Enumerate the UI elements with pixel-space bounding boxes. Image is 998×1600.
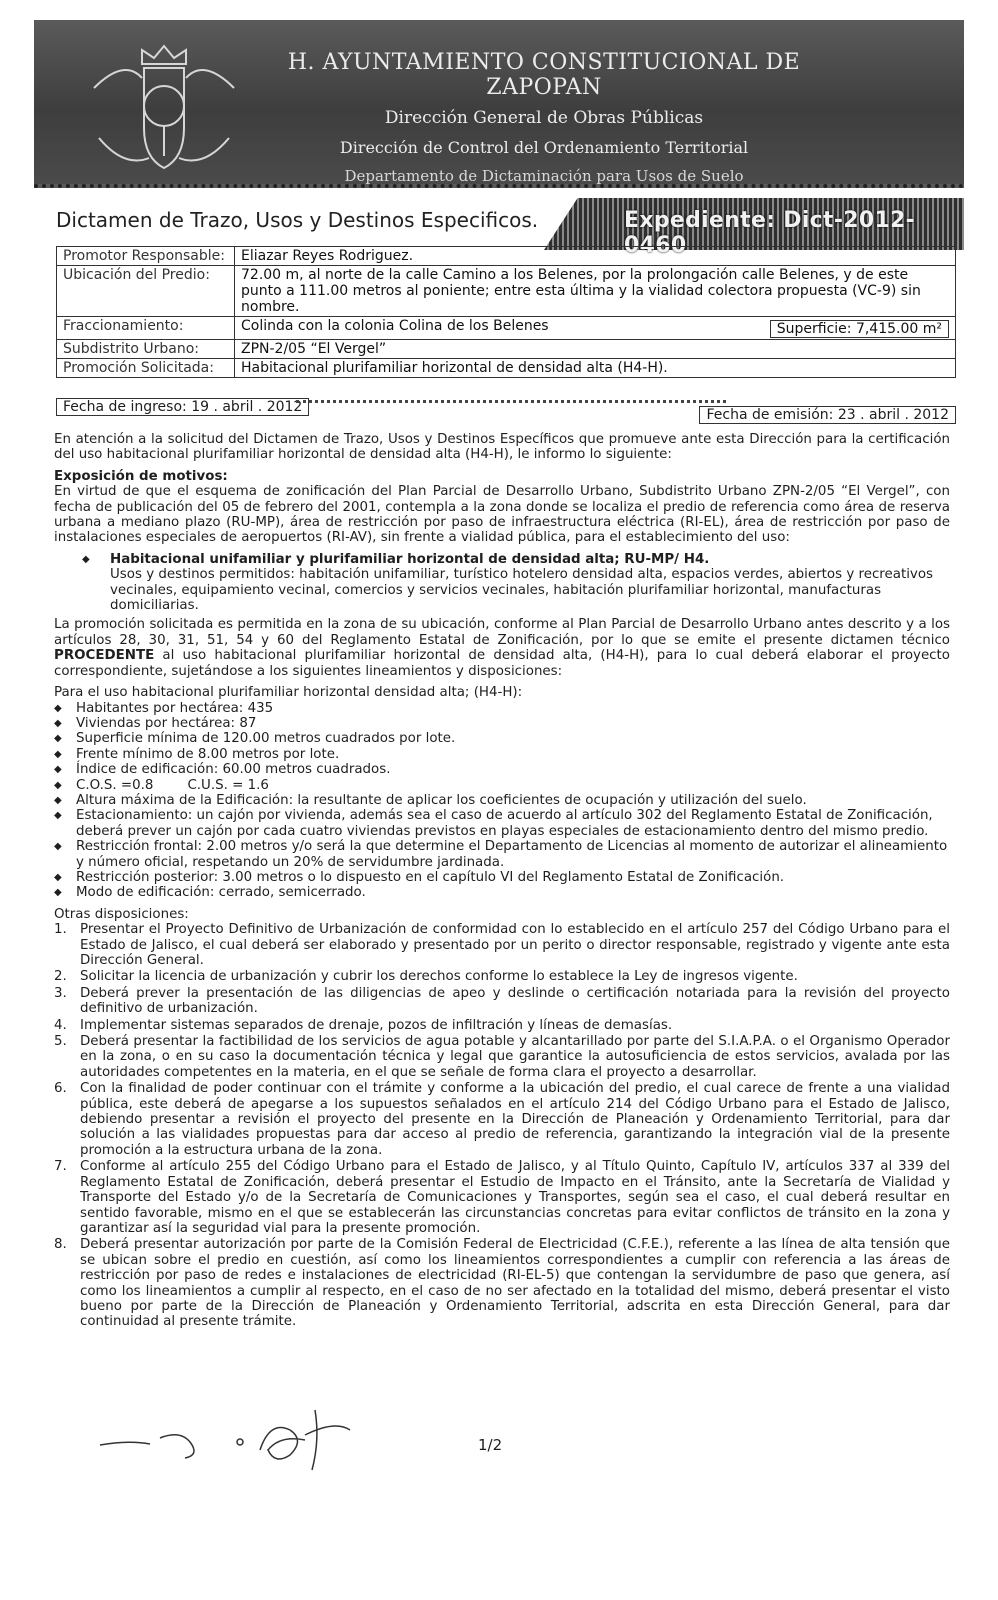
expediente-number: Expediente: Dict-2012-0460 (624, 208, 916, 258)
exposicion-paragraph: En virtud de que el esquema de zonificación del Plan Parcial de Desarrollo Urbano, Subdistrito Urbano ZPN-2/05 “El Vergel”, con fecha de publicación del 05 de febrero del 2001, contempla a la zona donde se localiza el predio de referencia como área de reserva urbana a mediano plazo (RU-MP), área de restricción por paso de infraestructura eléctrica (RI-EL), área de restricción por paso de instalaciones especiales de aeropuertos (RI-AV), sin frente a vialidad pública, para el establecimiento del uso: (54, 484, 950, 546)
list-item: ◆ Estacionamiento: un cajón por vivienda, además sea el caso de acuerdo al artículo 302 del Reglamento Estatal de Zonificación, deberá prever un cajón por cada cuatro viviendas previstos en playas especiales de estacionamiento dentro del mismo predio. (54, 808, 950, 839)
department-line-3: Departamento de Dictaminación para Usos de Suelo (344, 167, 744, 185)
handwritten-signature (90, 1400, 430, 1480)
list-item (54, 552, 950, 614)
table-row (57, 317, 956, 340)
promocion-text-2: al uso habitacional plurifamiliar horizontal de densidad alta, (H4-H), para lo cual deberá elaborar el proyecto correspondiente, sujetándose a los siguientes lineamientos y disposiciones: (54, 648, 950, 679)
department-line-2: Dirección de Control del Ordenamiento Territorial (339, 138, 749, 157)
ubicacion-label: Ubicación del Predio: (57, 266, 235, 317)
promocion-paragraph (54, 617, 950, 679)
list-item: ◆ C.O.S. =0.8 C.U.S. = 1.6 (54, 778, 950, 793)
item-text: Deberá presentar autorización por parte de la Comisión Federal de Electricidad (C.F.E.), referente a las línea de alta tensión que se ubican sobre el predio en cuestión, así como los lineamientos correspondientes a cumplir con referencia a las áreas de restricción por paso de redes e instalaciones de electricidad (RI-EL-5) que contengan la servidumbre de paso que genera, así como los lineamientos a cumplir al respecto, en el caso de no ser afectado en la totalidad del mismo, deberá presentar el visto bueno por parte de la Dirección de Planeación y Ordenamiento Territorial, adscrita en esta Dirección General, para dar continuidad al presente trámite. (80, 1237, 950, 1330)
item-number: 4. (54, 1017, 67, 1033)
superficie-value: Superficie: 7,415.00 m² (770, 320, 949, 338)
list-item: ◆ Modo de edificación: cerrado, semicerrado. (54, 885, 950, 900)
dotted-divider (296, 400, 726, 406)
item-text: Conforme al artículo 255 del Código Urbano para el Estado de Jalisco, y al Título Quinto, Capítulo IV, artículos 337 al 339 del Reglamento Estatal de Zonificación, deberá presentar el Estudio de Impacto en el Tránsito, ante la Secretaría de Vialidad y Transporte del Estado y/o de la Secretaría de Comunicaciones y Transportes, según sea el caso, el cual deberá resultar en sentido favorable, mismo en el que se establecerán las circunstancias concretas para evitar conflictos de tránsito en la zona y garantizar así la seguridad vial para la presente promoción. (80, 1159, 950, 1236)
promocion-value: Habitacional plurifamiliar horizontal de densidad alta (H4-H). (235, 359, 956, 378)
item-number: 2. (54, 969, 67, 985)
para-uso-heading: Para el uso habitacional plurifamiliar horizontal densidad alta; (H4-H): (54, 685, 523, 701)
list-item: ◆ Índice de edificación: 60.00 metros cuadrados. (54, 762, 950, 777)
uso-description: Usos y destinos permitidos: habitación unifamiliar, turístico hotelero densidad alta, espacios verdes, abiertos y recreativos vecinales, equipamiento vecinal, comercios y servicios vecinales, habitación plurifamiliar horizontal, manufacturas domiciliarias. (110, 567, 934, 614)
list-item: ◆ Restricción frontal: 2.00 metros y/o será la que determine el Departamento de Licencias al momento de autorizar el alineamiento y número oficial, respetando un 20% de servidumbre jardinada. (54, 839, 950, 870)
otras-heading: Otras disposiciones: (54, 906, 189, 922)
lineamientos-list (54, 701, 950, 901)
letterhead-text (234, 20, 854, 185)
fraccionamiento-cell (235, 317, 956, 340)
department-line-1: Dirección General de Obras Públicas (384, 108, 704, 128)
intro-paragraph: En atención a la solicitud del Dictamen de Trazo, Usos y Destinos Específicos que promueve ante esta Dirección para la certificación del uso habitacional plurifamiliar horizontal de densidad alta (H4-H), le informo lo siguiente: (54, 432, 950, 463)
item-number: 1. (54, 922, 67, 938)
item-text: Deberá presentar la factibilidad de los servicios de agua potable y alcantarillado por parte del S.I.A.P.A. o el Organismo Operador en la zona, o en su caso la documentación técnica y legal que garantice la autosuficiencia de estos servicios, avalada por las autoridades competentes en la materia, en el que se señale de forma clara el proyecto a desarrollar. (80, 1034, 950, 1080)
item-text: Con la finalidad de poder continuar con el trámite y conforme a la ubicación del predio, el cual carece de frente a una vialidad pública, este deberá de apegarse a los supuestos señalados en el artículo 214 del Código Urbano para el Estado de Jalisco, debiendo presentar a revisión el proyecto del presente en la Dirección de Planeación y Ordenamiento Territorial, para dar solución a las vialidades propuestas para dar acceso al predio de referencia, garantizando la integración vial de la presente promoción a la estructura urbana de la zona. (80, 1081, 950, 1158)
list-item: ◆ Altura máxima de la Edificación: la resultante de aplicar los coeficientes de ocupación y utilización del suelo. (54, 793, 950, 808)
item-text: Deberá prever la presentación de las diligencias de apeo y deslinde o certificación notariada para la revisión del proyecto definitivo de urbanización. (80, 985, 950, 1017)
subdistrito-value: ZPN-2/05 “El Vergel” (235, 340, 956, 359)
list-item: ◆ Frente mínimo de 8.00 metros por lote. (54, 747, 950, 762)
list-item (54, 986, 950, 1017)
exposicion-heading: Exposición de motivos: (54, 468, 228, 484)
item-text: Solicitar la licencia de urbanización y cubrir los derechos conforme lo establece la Ley de ingresos vigente. (80, 969, 798, 985)
list-item (54, 1159, 950, 1236)
fecha-ingreso: Fecha de ingreso: 19 . abril . 2012 (56, 398, 309, 416)
list-item: ◆ Restricción posterior: 3.00 metros o lo dispuesto en el capítulo VI del Reglamento Estatal de Zonificación. (54, 870, 950, 885)
list-item: ◆ Habitantes por hectárea: 435 (54, 701, 950, 716)
fraccionamiento-label: Fraccionamiento: (57, 317, 235, 340)
list-item: ◆ Viviendas por hectárea: 87 (54, 716, 950, 731)
list-item (54, 922, 950, 968)
list-item (54, 969, 950, 984)
item-number: 3. (54, 985, 67, 1001)
list-item (54, 1034, 950, 1080)
fraccionamiento-value: Colinda con la colonia Colina de los Belenes (241, 318, 549, 334)
promotor-label: Promotor Responsable: (57, 247, 235, 266)
table-row (57, 266, 956, 317)
item-text: Presentar el Proyecto Definitivo de Urbanización de conformidad con lo establecido en el artículo 257 del Código Urbano para el Estado de Jalisco, el cual deberá ser elaborado y presentado por un perito o director responsable, registrado y vigente ante esta Dirección General. (80, 922, 950, 968)
fecha-emision: Fecha de emisión: 23 . abril . 2012 (699, 406, 956, 424)
promocion-text-1: La promoción solicitada es permitida en la zona de su ubicación, conforme al Plan Parcial de Desarrollo Urbano antes descrito y a los artículos 28, 30, 31, 51, 54 y 60 del Reglamento Estatal de Zonificación, por lo que se emite el presente dictamen técnico (54, 617, 950, 648)
table-row (57, 359, 956, 378)
item-number: 5. (54, 1034, 67, 1050)
promotor-value: Eliazar Reyes Rodriguez. (235, 247, 956, 266)
uso-list (54, 552, 950, 614)
subdistrito-label: Subdistrito Urbano: (57, 340, 235, 359)
item-number: 8. (54, 1237, 67, 1253)
letterhead-banner (34, 20, 964, 188)
dates-row (56, 398, 956, 424)
municipality-name: H. AYUNTAMIENTO CONSTITUCIONAL DE ZAPOPAN (287, 50, 801, 100)
list-item (54, 1081, 950, 1158)
page-number: 1/2 (478, 1436, 503, 1454)
item-number: 6. (54, 1081, 67, 1097)
list-item: ◆ Superficie mínima de 120.00 metros cuadrados por lote. (54, 731, 950, 746)
table-row (57, 247, 956, 266)
list-item (54, 1018, 950, 1033)
zapopan-crest-icon (74, 38, 254, 188)
table-row (57, 340, 956, 359)
procedente-label: PROCEDENTE (54, 648, 155, 664)
document-title: Dictamen de Trazo, Usos y Destinos Especificos. (56, 208, 539, 232)
uso-title: ◆ Habitacional unifamiliar y plurifamiliar horizontal de densidad alta; RU-MP/ H4. (110, 551, 710, 567)
ubicacion-value: 72.00 m, al norte de la calle Camino a los Belenes, por la prolongación calle Belenes, y de este punto a 111.00 metros al poniente; entre esta última y la vialidad colectora propuesta (VC-9) sin nombre. (235, 266, 956, 317)
document-body (54, 432, 950, 1331)
otras-list (54, 922, 950, 1330)
item-number: 7. (54, 1159, 67, 1175)
request-info-table (56, 246, 956, 378)
promocion-label: Promoción Solicitada: (57, 359, 235, 378)
item-text: Implementar sistemas separados de drenaje, pozos de infiltración y líneas de demasías. (80, 1017, 673, 1033)
list-item (54, 1237, 950, 1329)
